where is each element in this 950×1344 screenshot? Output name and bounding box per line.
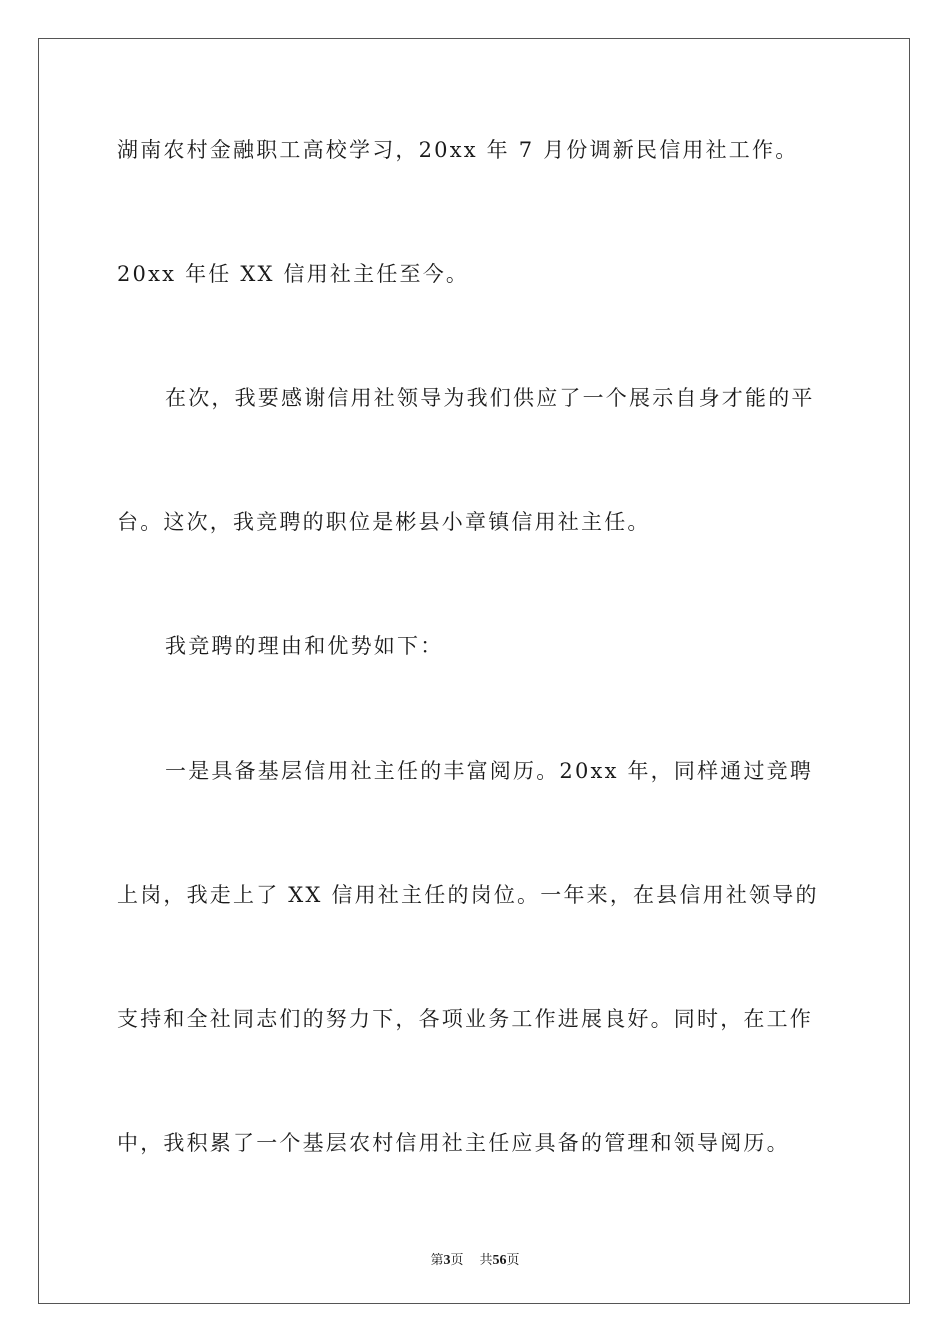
page-total: 56: [492, 1253, 507, 1268]
paragraph-line-8: 支持和全社同志们的努力下，各项业务工作进展良好。同时，在工作: [117, 1007, 813, 1031]
paragraph-line-7: 上岗，我走上了 XX 信用社主任的岗位。一年来，在县信用社领导的: [117, 883, 819, 907]
paragraph-line-1: 湖南农村金融职工高校学习，20xx 年 7 月份调新民信用社工作。: [117, 138, 799, 162]
paragraph-line-5: 我竞聘的理由和优势如下：: [165, 634, 444, 658]
page-current: 3: [443, 1253, 451, 1268]
page-suffix: 页: [450, 1253, 464, 1268]
paragraph-line-9: 中，我积累了一个基层农村信用社主任应具备的管理和领导阅历。: [117, 1131, 790, 1155]
page-border: [38, 38, 910, 1304]
paragraph-line-4: 台。这次，我竞聘的职位是彬县小章镇信用社主任。: [117, 510, 651, 534]
page-footer: [0, 1249, 950, 1269]
total-suffix: 页: [506, 1253, 520, 1268]
paragraph-line-6: 一是具备基层信用社主任的丰富阅历。20xx 年，同样通过竞聘: [165, 759, 814, 783]
paragraph-line-3: 在次，我要感谢信用社领导为我们供应了一个展示自身才能的平: [165, 386, 815, 410]
paragraph-line-2: 20xx 年任 XX 信用社主任至今。: [117, 262, 470, 286]
total-prefix: 共: [479, 1253, 493, 1268]
page-prefix: 第: [430, 1253, 444, 1268]
